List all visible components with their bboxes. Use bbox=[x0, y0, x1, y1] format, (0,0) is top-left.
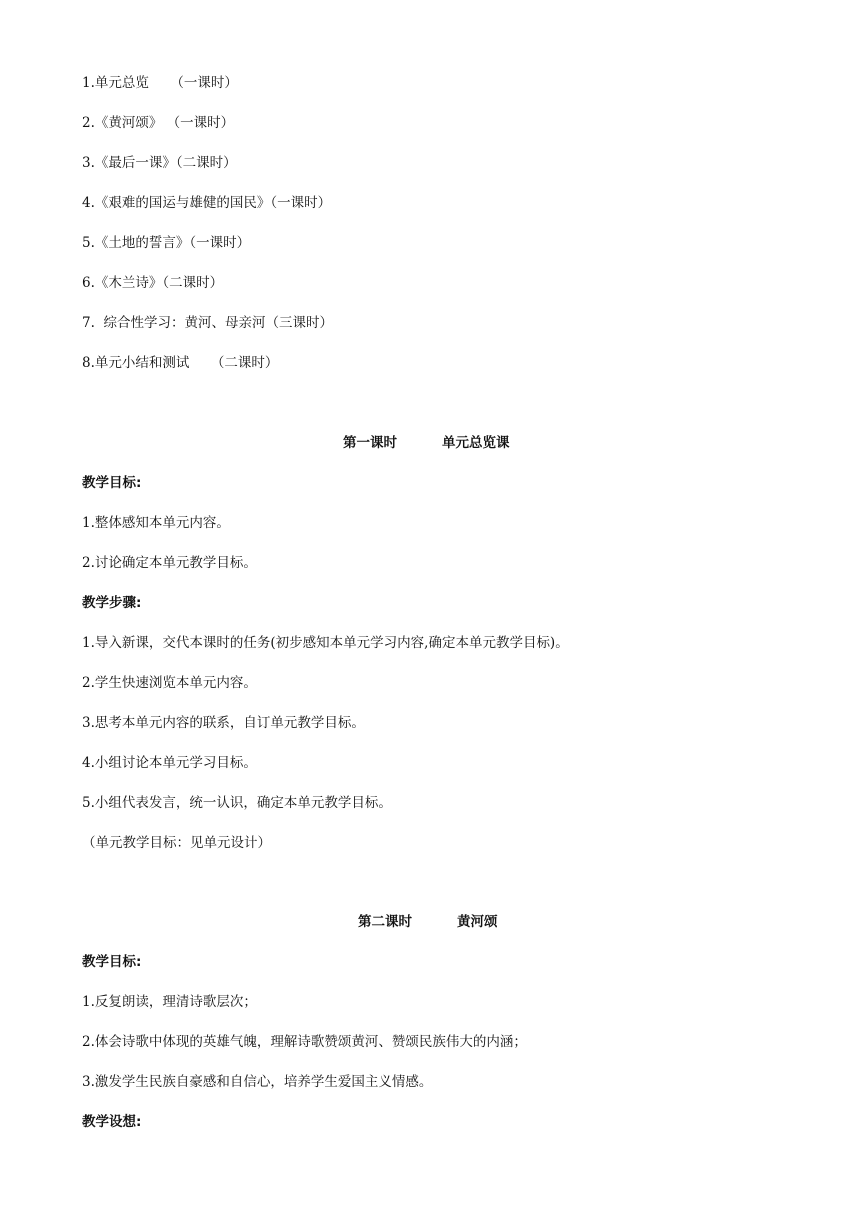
lesson1-heading-right: 单元总览课 bbox=[442, 435, 510, 451]
lesson2-heading-left: 第二课时 bbox=[358, 914, 412, 930]
lesson1-note: （单元教学目标：见单元设计） bbox=[82, 835, 271, 851]
lesson2-design-label: 教学设想: bbox=[82, 1114, 142, 1130]
lesson1-steps-label: 教学步骤: bbox=[82, 595, 142, 611]
lesson1-goals-label: 教学目标: bbox=[82, 475, 142, 491]
lesson1-step-2: 2.学生快速浏览本单元内容。 bbox=[82, 675, 257, 691]
toc-item-8: 8.单元小结和测试 （二课时） bbox=[82, 355, 279, 371]
lesson1-heading-left: 第一课时 bbox=[343, 435, 397, 451]
lesson1-step-1: 1.导入新课，交代本课时的任务(初步感知本单元学习内容,确定本单元教学目标)。 bbox=[82, 635, 569, 651]
lesson1-goal-1: 1.整体感知本单元内容。 bbox=[82, 515, 230, 531]
lesson1-goal-2: 2.讨论确定本单元教学目标。 bbox=[82, 555, 257, 571]
toc-item-2: 2.《黄河颂》 （一课时） bbox=[82, 115, 235, 131]
toc-item-1: 1.单元总览 （一课时） bbox=[82, 75, 238, 91]
lesson2-heading-right: 黄河颂 bbox=[457, 914, 498, 930]
toc-item-5: 5.《土地的誓言》（一课时） bbox=[82, 235, 251, 251]
toc-item-3: 3.《最后一课》（二课时） bbox=[82, 155, 237, 171]
lesson1-step-3: 3.思考本单元内容的联系，自订单元教学目标。 bbox=[82, 715, 365, 731]
toc-item-6: 6.《木兰诗》（二课时） bbox=[82, 275, 224, 291]
lesson2-goal-3: 3.激发学生民族自豪感和自信心，培养学生爱国主义情感。 bbox=[82, 1074, 433, 1090]
lesson1-step-5: 5.小组代表发言，统一认识，确定本单元教学目标。 bbox=[82, 795, 392, 811]
lesson2-goal-1: 1.反复朗读，理清诗歌层次； bbox=[82, 994, 257, 1010]
lesson2-goals-label: 教学目标: bbox=[82, 954, 142, 970]
lesson2-goal-2: 2.体会诗歌中体现的英雄气魄，理解诗歌赞颂黄河、赞颂民族伟大的内涵； bbox=[82, 1034, 527, 1050]
lesson1-step-4: 4.小组讨论本单元学习目标。 bbox=[82, 755, 257, 771]
toc-item-4: 4.《艰难的国运与雄健的国民》（一课时） bbox=[82, 195, 332, 211]
toc-item-7: 7. 综合性学习：黄河、母亲河（三课时） bbox=[82, 315, 333, 331]
